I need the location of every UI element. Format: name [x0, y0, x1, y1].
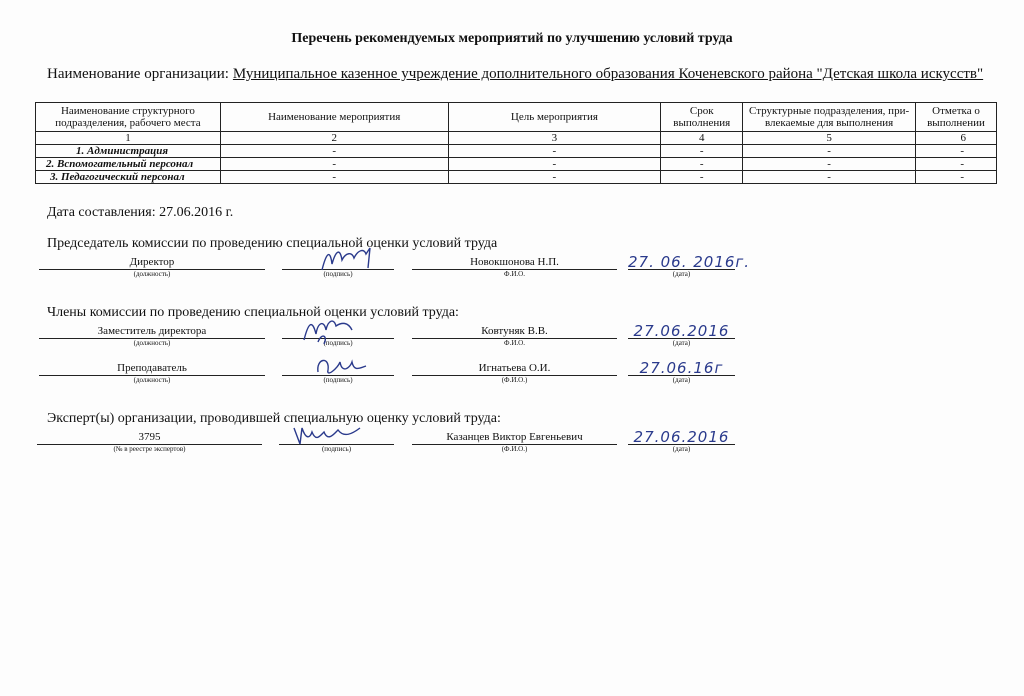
chairman-date-field — [628, 253, 751, 279]
date-caption: (дата) — [672, 339, 691, 347]
member-name-field — [412, 324, 617, 348]
table-cell: - — [448, 171, 661, 184]
expert-name-field — [412, 430, 617, 454]
chairman-signature-icon — [318, 244, 378, 274]
table-cell: - — [220, 158, 448, 171]
row-name: 3. Педагогический персонал — [36, 171, 221, 184]
table-header-row — [36, 103, 997, 132]
table-cell: - — [915, 158, 996, 171]
fio-caption: Ф.И.О. — [504, 270, 525, 278]
table-number-row — [36, 132, 997, 145]
member-position-field — [39, 361, 265, 385]
table-row — [36, 145, 997, 158]
chairman-position: Директор — [39, 255, 265, 270]
expert-registry-field — [37, 430, 262, 454]
fio-caption: (Ф.И.О.) — [501, 445, 528, 453]
members-heading: Члены комиссии по проведению специальной оценки условий труда: — [47, 305, 459, 320]
table-cell: - — [661, 171, 743, 184]
table-header-cell: Наименование структурного подразделения, рабочего места — [36, 103, 221, 132]
expert-date-field — [628, 430, 735, 454]
column-number: 1 — [36, 132, 221, 145]
table-cell: - — [448, 158, 661, 171]
expert-signature-icon — [290, 420, 370, 450]
expert-name: Казанцев Виктор Евгеньевич — [412, 430, 617, 445]
position-caption: (должность) — [133, 339, 171, 347]
column-number: 5 — [743, 132, 916, 145]
table-cell: - — [448, 145, 661, 158]
table-header-cell: Цель мероприятия — [448, 103, 661, 132]
position-caption: (должность) — [133, 270, 171, 278]
signature-caption: (подпись) — [323, 270, 353, 278]
date-caption: (дата) — [672, 445, 691, 453]
table-row — [36, 158, 997, 171]
signature-caption: (подпись) — [323, 339, 353, 347]
chairman-date: 27. 06. 2016г. — [628, 253, 751, 271]
member-position-field — [39, 324, 265, 348]
table-cell: - — [661, 158, 743, 171]
table-header-cell: Отметка о выполнении — [915, 103, 996, 132]
member-date-field — [628, 324, 735, 348]
column-number: 2 — [220, 132, 448, 145]
fio-caption: Ф.И.О. — [504, 339, 525, 347]
table-cell: - — [661, 145, 743, 158]
measures-table — [35, 102, 997, 184]
member-signature-icon — [298, 312, 358, 346]
chairman-heading: Председатель комиссии по проведению специальной оценки условий труда — [47, 236, 498, 251]
date-caption: (дата) — [672, 270, 691, 278]
table-header-cell: Структурные подразделения, при-влекаемые для выполнения — [743, 103, 916, 132]
member-name-field — [412, 361, 617, 385]
expert-heading: Эксперт(ы) организации, проводившей специальную оценку условий труда: — [47, 411, 501, 426]
document-title: Перечень рекомендуемых мероприятий по улучшению условий труда — [291, 31, 733, 46]
table-cell: - — [743, 158, 916, 171]
member-position: Заместитель директора — [39, 324, 265, 339]
table-cell: - — [220, 171, 448, 184]
row-name: 2. Вспомогательный персонал — [36, 158, 221, 171]
table-cell: - — [915, 145, 996, 158]
chairman-name: Новокшонова Н.П. — [412, 255, 617, 270]
member-date: 27.06.16г — [628, 361, 735, 376]
expert-date: 27.06.2016 — [628, 430, 735, 445]
column-number: 6 — [915, 132, 996, 145]
member-name: Ковтуняк В.В. — [412, 324, 617, 339]
column-number: 3 — [448, 132, 661, 145]
table-header-cell: Срок выполнения — [661, 103, 743, 132]
member-date: 27.06.2016 — [628, 324, 735, 339]
registry-caption: (№ в реестре экспертов) — [113, 445, 186, 453]
date-caption: (дата) — [672, 376, 691, 384]
position-caption: (должность) — [133, 376, 171, 384]
date-of-compilation: Дата составления: 27.06.2016 г. — [47, 205, 234, 220]
member-position: Преподаватель — [39, 361, 265, 376]
chairman-name-field — [412, 255, 617, 279]
organization-label: Наименование организации: — [47, 66, 229, 82]
table-cell: - — [915, 171, 996, 184]
signature-caption: (подпись) — [321, 445, 352, 453]
row-name: 1. Администрация — [36, 145, 221, 158]
member-signature-icon — [310, 348, 370, 382]
member-date-field — [628, 361, 735, 385]
organization-value: Муниципальное казенное учреждение дополнительного образования Коченевского района "Детская школа искусств" — [232, 66, 984, 82]
signature-caption: (подпись) — [323, 376, 353, 384]
table-cell: - — [220, 145, 448, 158]
table-header-cell: Наименование мероприятия — [220, 103, 448, 132]
table-cell: - — [743, 171, 916, 184]
member-name: Игнатьева О.И. — [412, 361, 617, 376]
organization-line — [47, 66, 983, 83]
chairman-position-field — [39, 255, 265, 279]
column-number: 4 — [661, 132, 743, 145]
table-cell: - — [743, 145, 916, 158]
expert-registry-number: 3795 — [37, 430, 262, 445]
fio-caption: (Ф.И.О.) — [501, 376, 528, 384]
table-row — [36, 171, 997, 184]
